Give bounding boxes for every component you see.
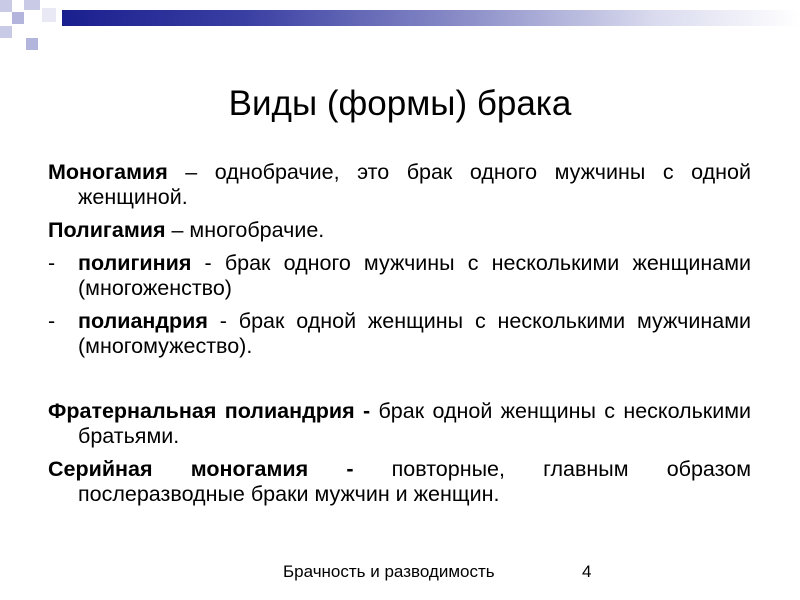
- definition-serial-monogamy: [48, 457, 751, 507]
- page-number: 4: [582, 562, 592, 581]
- term-polyandry: полиандрия: [78, 309, 208, 333]
- decor-square: [24, 0, 40, 10]
- definition-text: повторные, главным образом послеразводные браки мужчин и женщин.: [78, 457, 751, 506]
- decor-square: [42, 8, 56, 22]
- definition-monogamy: [48, 160, 751, 210]
- definition-text: брак одной женщины с несколькими братьями.: [78, 399, 752, 448]
- definition-text: – однобрачие, это брак одного мужчины с одной женщиной.: [78, 160, 751, 209]
- decor-square: [0, 26, 12, 38]
- dash-bullet: -: [48, 309, 56, 333]
- dash-bullet: -: [48, 251, 56, 275]
- decor-square: [12, 0, 24, 12]
- sub-item-polyandry: [48, 309, 751, 359]
- term-monogamy: Моногамия: [48, 160, 168, 184]
- term-serial-monogamy: Серийная моногамия -: [48, 457, 354, 481]
- slide-title: Виды (формы) брака: [228, 84, 572, 123]
- spacer: [48, 367, 751, 399]
- decor-square: [12, 12, 24, 24]
- sub-item-text: [78, 309, 751, 359]
- sub-item-text: [78, 251, 751, 301]
- term-polygyny: полигиния: [78, 251, 192, 275]
- footer-title: Брачность и разводимость: [283, 562, 495, 581]
- decor-square: [26, 38, 38, 50]
- slide-content: [48, 160, 751, 515]
- definition-text: - брак одного мужчины с несколькими женщинами (многоженство): [78, 251, 751, 300]
- definition-text: - брак одной женщины с несколькими мужчинами (многомужество).: [78, 309, 751, 358]
- header-decoration: [0, 0, 800, 52]
- sub-item-polygyny: [48, 251, 751, 301]
- definition-polygamy: [48, 218, 751, 243]
- term-fraternal-polyandry: Фратернальная полиандрия -: [48, 399, 371, 423]
- decor-square: [0, 0, 12, 12]
- definition-text: – многобрачие.: [165, 218, 325, 242]
- definition-fraternal-polyandry: [48, 399, 751, 449]
- term-polygamy: Полигамия: [48, 218, 166, 242]
- decor-square: [24, 24, 38, 38]
- header-gradient-bar: [62, 10, 800, 26]
